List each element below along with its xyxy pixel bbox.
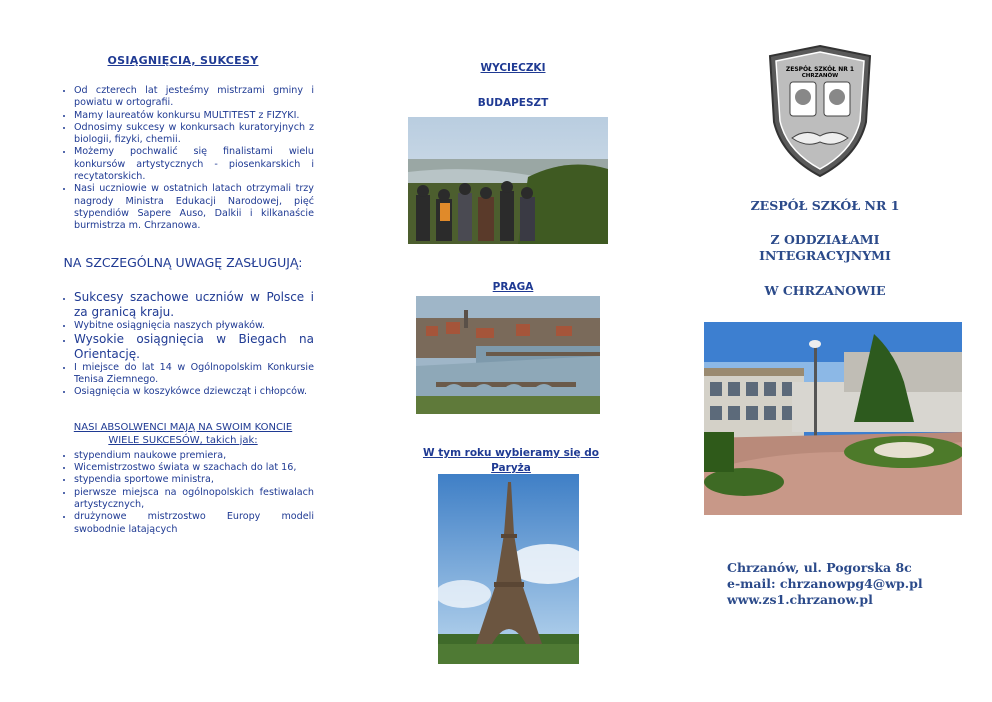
budapest-caption: BUDAPESZT [477,97,549,109]
list-item: • Wysokie osiągnięcia w Biegach na Orientację. [74,332,314,362]
list-item: • Możemy pochwalić się finalistami wielu konkursów artystycznych - piosenkarskich i recytatorskich. [74,146,314,183]
prague-caption: PRAGA [492,281,534,293]
list-item: • Odnosimy sukcesy w konkursach kuratoryjnych z biologii, fizyki, chemii. [74,122,314,147]
budapest-image [408,117,608,244]
subtitle-line-2: INTEGRACYJNYMI [759,248,891,263]
attention-list [52,290,314,399]
paris-caption: W tym roku wybieramy się do Paryża [422,447,600,474]
list-item: • Sukcesy szachowe uczniów w Polsce i za granicą kraju. [74,290,314,320]
list-item: • pierwsze miejsca na ogólnopolskich festiwalach artystycznych, [74,487,314,512]
list-item: • Mamy laureatów konkursu MULTITEST z FIZYKI. [74,110,314,122]
budapest-photo [408,117,608,244]
contact-email[interactable]: e-mail: chrzanowpg4@wp.pl [727,576,923,591]
eiffel-tower-image [438,474,579,664]
crest-line-2: CHRZANÓW [801,73,839,79]
list-item: • stypendium naukowe premiera, [74,450,314,462]
prague-image [416,296,600,414]
alumni-title: NASI ABSOLWENCI MAJĄ NA SWOIM KONCIE WIELE SUKCESÓW, takich jak: [73,421,293,446]
list-item: • Osiągnięcia w koszykówce dziewcząt i chłopców. [74,386,314,398]
subtitle-line-1: Z ODDZIAŁAMI [770,232,880,247]
school-crest-icon [766,44,874,178]
achievements-title: OSIĄGNIĘCIA, SUKCESY [107,54,259,67]
list-item: • I miejsce do lat 14 w Ogólnopolskim Konkursie Tenisa Ziemnego. [74,362,314,387]
crest-line-1: ZESPÓŁ SZKÓŁ NR 1 [785,66,855,73]
contact-website[interactable]: www.zs1.chrzanow.pl [727,592,873,607]
school-crest [766,44,874,178]
paris-photo [438,474,579,664]
city-heading: W CHRZANOWIE [764,283,886,298]
list-item: • Nasi uczniowie w ostatnich latach otrzymali trzy nagrody Ministra Edukacji Narodowej, pięć stypendiów Sapere Auso, Dalkii i kilkanaście burmistrza m. Chrzanowa. [74,183,314,232]
contact-address: Chrzanów, ul. Pogorska 8c [727,560,912,575]
list-item: • Od czterech lat jesteśmy mistrzami gminy i powiatu w ortografii. [74,85,314,110]
prague-photo [416,296,600,414]
alumni-list [52,450,314,536]
attention-title: NA SZCZEGÓLNĄ UWAGĘ ZASŁUGUJĄ: [63,254,303,270]
left-panel [52,0,314,536]
list-item: • Wybitne osiągnięcia naszych pływaków. [74,320,314,332]
list-item: • drużynowe mistrzostwo Europy modeli swobodnie latających [74,511,314,536]
achievements-list [52,85,314,233]
trips-title: WYCIECZKI [480,62,546,74]
school-building-photo [704,322,962,515]
school-name: ZESPÓŁ SZKÓŁ NR 1 [750,198,900,213]
list-item: • stypendia sportowe ministra, [74,474,314,486]
list-item: • Wicemistrzostwo świata w szachach do lat 16, [74,462,314,474]
school-building-image [704,322,962,515]
